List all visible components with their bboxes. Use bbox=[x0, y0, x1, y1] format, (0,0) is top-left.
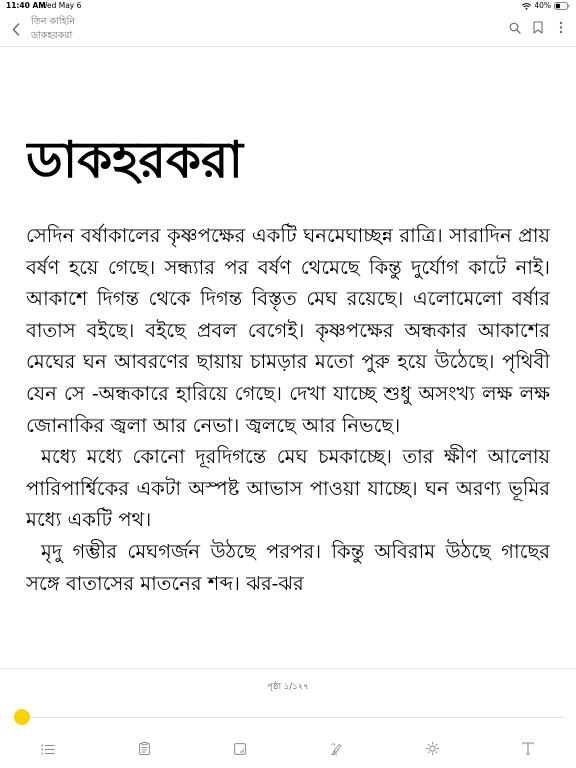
search-icon bbox=[509, 19, 521, 38]
book-title: তিন কাহিনি bbox=[31, 16, 76, 27]
highlighter-button[interactable] bbox=[325, 738, 347, 760]
paragraph: মৃদু গম্ভীর মেঘগর্জন উঠছে পরপর। কিন্তু অবিরাম উঠছে গাছের সঙ্গে বাতাসের মাতনের শব্দ। ঝর-ঝর bbox=[26, 539, 550, 595]
more-icon bbox=[559, 19, 563, 38]
more-button[interactable] bbox=[554, 20, 568, 36]
text-format-icon bbox=[522, 740, 534, 759]
paragraph: সেদিন বর্ষাকালের কৃষ্ণপক্ষের একটি ঘনমেঘাচ্ছন্ন রাত্রি। সারাদিন প্রায় বর্ষণ হয়ে গেছে। সন্ধ্যার পর বর্ষণ থেমেছে কিন্তু দুর্যোগ কাটে নাই। আকাশে দিগন্ত থেকে দিগন্ত বিস্তৃত মেঘ রয়েছে। এলোমেলো বর্ষার বাতাস বইছে। বইছে প্রবল বেগেই। কৃষ্ণপক্ষের অন্ধকার আকাশের মেঘের ঘন আবরণের ছায়ায় চামড়ার মতো পুরু হয়ে উঠেছে। পৃথিবী যেন সে -অন্ধকারে হারিয়ে গেছে। দেখা যাচ্ছে শুধু অসংখ্য লক্ষ লক্ষ জোনাকির জ্বলা আর নেভা। জ্বলছে আর নিভছে। bbox=[26, 224, 550, 437]
brightness-button[interactable] bbox=[421, 738, 443, 760]
text-format-button[interactable] bbox=[517, 738, 539, 760]
wifi-icon bbox=[522, 3, 531, 10]
chapter-heading: ডাকহরকরা bbox=[26, 131, 244, 189]
progress-slider[interactable] bbox=[18, 717, 564, 718]
page-indicator: পৃষ্ঠা ১/১২৭ bbox=[267, 682, 309, 692]
bookmark-icon bbox=[533, 19, 543, 38]
status-date: Wed May 6 bbox=[40, 1, 82, 10]
status-time: 11:40 AM bbox=[6, 1, 46, 10]
brightness-icon bbox=[426, 740, 439, 759]
contents-list-icon bbox=[41, 740, 55, 759]
notes-icon bbox=[139, 740, 150, 759]
back-button[interactable] bbox=[8, 22, 24, 38]
battery-icon bbox=[554, 2, 570, 10]
bookmark-button[interactable] bbox=[531, 20, 545, 36]
chapter-title: ডাকহরকরা bbox=[31, 30, 73, 41]
top-actions bbox=[508, 20, 568, 36]
status-indicators bbox=[522, 0, 570, 12]
reading-page[interactable] bbox=[26, 110, 550, 668]
reader-top-bar bbox=[0, 12, 576, 46]
reader-toolbar bbox=[0, 738, 576, 760]
page-view-button[interactable] bbox=[229, 738, 251, 760]
contents-button[interactable] bbox=[37, 738, 59, 760]
top-divider bbox=[0, 46, 576, 47]
battery-percentage: 40% bbox=[534, 1, 551, 10]
notes-button[interactable] bbox=[133, 738, 155, 760]
bottom-divider bbox=[0, 668, 576, 669]
status-bar bbox=[0, 0, 576, 12]
paragraph: মধ্যে মধ্যে কোনো দূরদিগন্তে মেঘ চমকাচ্ছে। তার ক্ষীণ আলোয় পারিপার্শ্বিকের একটা অস্পষ্ট আভাস পাওয়া যাচ্ছে। ঘন অরণ্য ভূমির মধ্যে একটি পথ। bbox=[26, 445, 550, 532]
highlighter-icon bbox=[330, 740, 342, 759]
page-view-icon bbox=[234, 740, 246, 759]
search-button[interactable] bbox=[508, 20, 522, 36]
back-chevron-icon bbox=[12, 21, 20, 40]
